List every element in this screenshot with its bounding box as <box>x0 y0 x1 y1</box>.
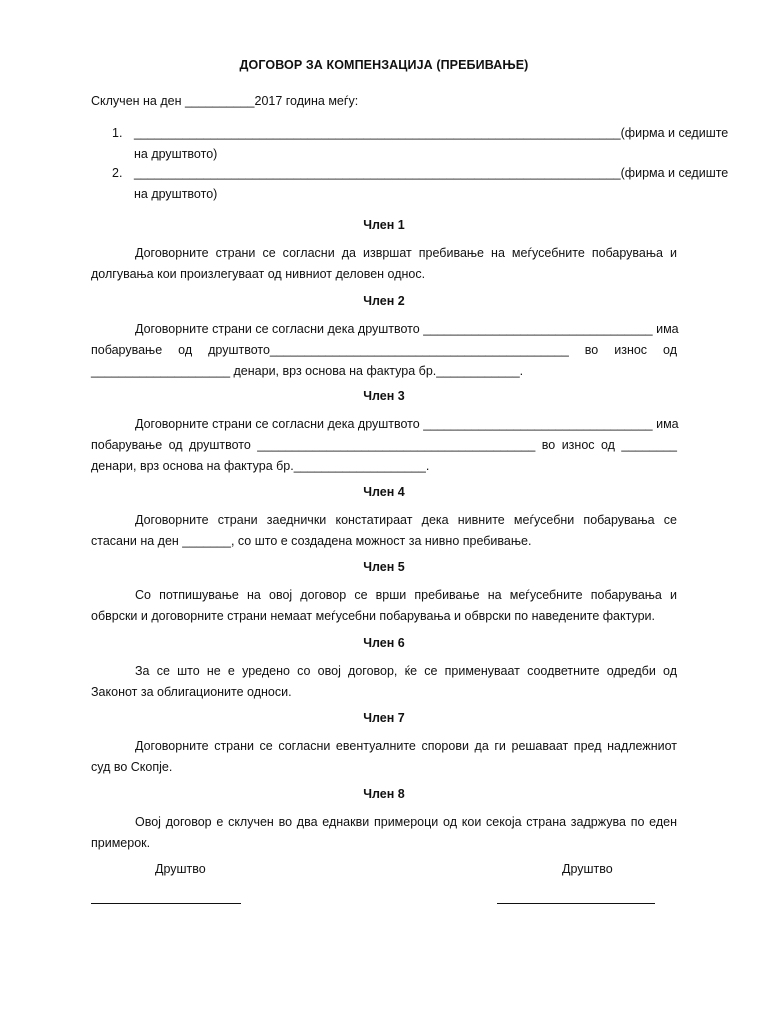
article-1-line-2: долгувања кои произлегуваат од нивниот деловен однос. <box>91 267 426 281</box>
party-2-number: 2. <box>112 166 123 180</box>
article-3-heading: Член 3 <box>363 389 405 403</box>
article-3-line-1: Договорните страни се согласни дека друштвото _________________________________ има <box>135 417 679 431</box>
party-2-line: ______________________________________________________________________(фирма и седиште <box>134 166 729 180</box>
article-3-line-3: денари, врз основа на фактура бр.___________________. <box>91 459 430 473</box>
party-2-continuation: на друштвото) <box>134 187 218 201</box>
signature-left-label: Друштво <box>155 862 206 876</box>
article-1-heading: Член 1 <box>363 218 405 232</box>
article-5-heading: Член 5 <box>363 560 405 574</box>
article-1-line-1: Договорните страни се согласни да извршат пребивање на меѓусебните побарувања и <box>135 246 677 260</box>
document-title: ДОГОВОР ЗА КОМПЕНЗАЦИЈА (ПРЕБИВАЊЕ) <box>239 58 529 72</box>
signature-left-line <box>91 903 241 904</box>
party-1-number: 1. <box>112 126 123 140</box>
intro-line: Склучен на ден __________2017 година меѓу: <box>91 94 359 108</box>
article-3-line-2: побарување од друштвото ________________________________________ во износ од ________ <box>91 438 677 452</box>
article-7-heading: Член 7 <box>363 711 405 725</box>
article-4-line-2: стасани на ден _______, со што е создадена можност за нивно пребивање. <box>91 534 532 548</box>
article-6-heading: Член 6 <box>363 636 405 650</box>
article-4-heading: Член 4 <box>363 485 405 499</box>
article-4-line-1: Договорните страни заеднички констатираат дека нивните меѓусебни побарувања се <box>135 513 677 527</box>
article-8-line-1: Овој договор е склучен во два еднакви примероци од кои секоја страна задржува по еден <box>135 815 677 829</box>
article-5-line-2: обврски и договорните страни немаат меѓусебни побарувања и обврски по наведените фактури. <box>91 609 655 623</box>
signature-right-label: Друштво <box>562 862 613 876</box>
article-2-line-1: Договорните страни се согласни дека друштвото _________________________________ има <box>135 322 679 336</box>
article-8-heading: Член 8 <box>363 787 405 801</box>
article-5-line-1: Со потпишување на овој договор се врши пребивање на меѓусебните побарувања и <box>135 588 677 602</box>
article-7-line-1: Договорните страни се согласни евентуалните спорови да ги решаваат пред надлежниот <box>135 739 677 753</box>
party-1-continuation: на друштвото) <box>134 147 218 161</box>
party-1-line: ______________________________________________________________________(фирма и седиште <box>134 126 729 140</box>
article-6-line-1: За се што не е уредено со овој договор, ќе се применуваат соодветните одредби од <box>135 664 677 678</box>
signature-right-line <box>497 903 655 904</box>
article-2-line-3: ____________________ денари, врз основа на фактура бр.____________. <box>91 364 524 378</box>
article-6-line-2: Законот за облигационите односи. <box>91 685 292 699</box>
article-2-heading: Член 2 <box>363 294 405 308</box>
article-2-line-2: побарување од друштвото___________________________________________ во износ од <box>91 343 677 357</box>
article-8-line-2: примерок. <box>91 836 151 850</box>
article-7-line-2: суд во Скопје. <box>91 760 173 774</box>
